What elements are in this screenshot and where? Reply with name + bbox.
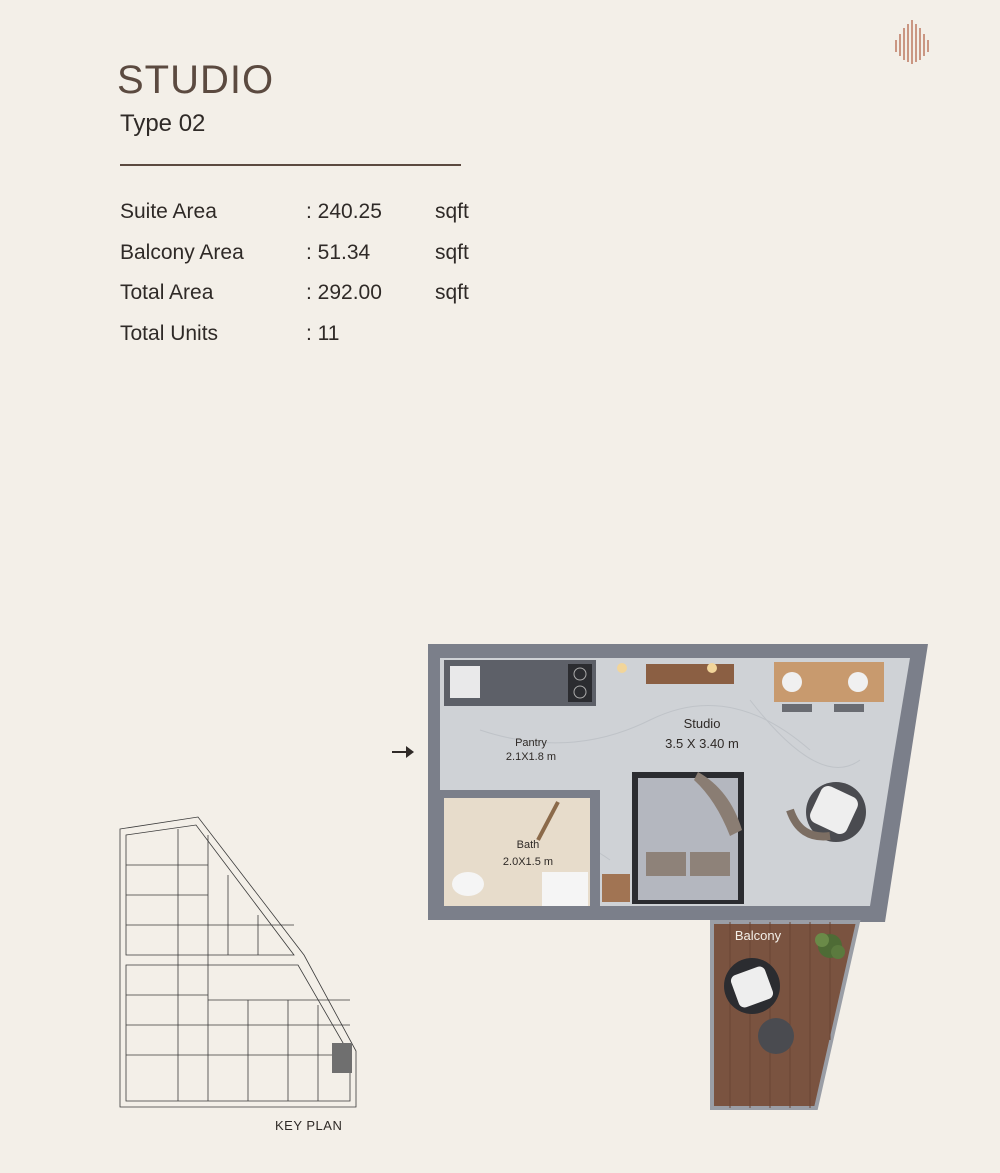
- balcony-table: [758, 1018, 794, 1054]
- sink: [450, 666, 480, 698]
- spec-unit: sqft: [435, 240, 469, 264]
- page-title: STUDIO: [117, 58, 275, 102]
- basin: [542, 872, 588, 906]
- balcony-chair: [724, 958, 780, 1014]
- bath-size: 2.0X1.5 m: [502, 856, 554, 868]
- spec-label: Balcony Area: [120, 240, 244, 264]
- pantry-size: 2.1X1.8 m: [505, 751, 557, 763]
- floor-plan: [390, 640, 935, 1110]
- spec-unit: sqft: [435, 281, 469, 304]
- highlighted-unit: [332, 1043, 352, 1073]
- brand-logo-icon: [892, 18, 932, 66]
- spec-value: : 240.25: [306, 200, 382, 223]
- pantry-label: Pantry: [515, 737, 547, 749]
- divider: [120, 164, 461, 166]
- studio-size: 3.5 X 3.40 m: [665, 736, 739, 751]
- spec-value: : 11: [306, 321, 340, 345]
- entry-arrow-icon: [392, 746, 414, 758]
- key-plan-label: KEY PLAN: [275, 1118, 343, 1133]
- spec-label: Total Units: [120, 321, 219, 345]
- nightstand: [602, 874, 630, 902]
- spec-label: Suite Area: [120, 200, 217, 223]
- spec-value: : 292.00: [306, 281, 382, 304]
- unit-type: Type 02: [120, 110, 206, 137]
- studio-label: Studio: [683, 716, 721, 731]
- spec-unit: sqft: [435, 200, 469, 223]
- toilet: [452, 872, 484, 896]
- key-plan: [118, 815, 360, 1110]
- spec-label: Total Area: [120, 281, 214, 304]
- wall-shelf: [646, 664, 734, 684]
- spec-value: : 51.34: [306, 240, 371, 264]
- cooktop: [568, 664, 592, 702]
- balcony-label: Balcony: [734, 928, 782, 943]
- bath-label: Bath: [516, 839, 540, 851]
